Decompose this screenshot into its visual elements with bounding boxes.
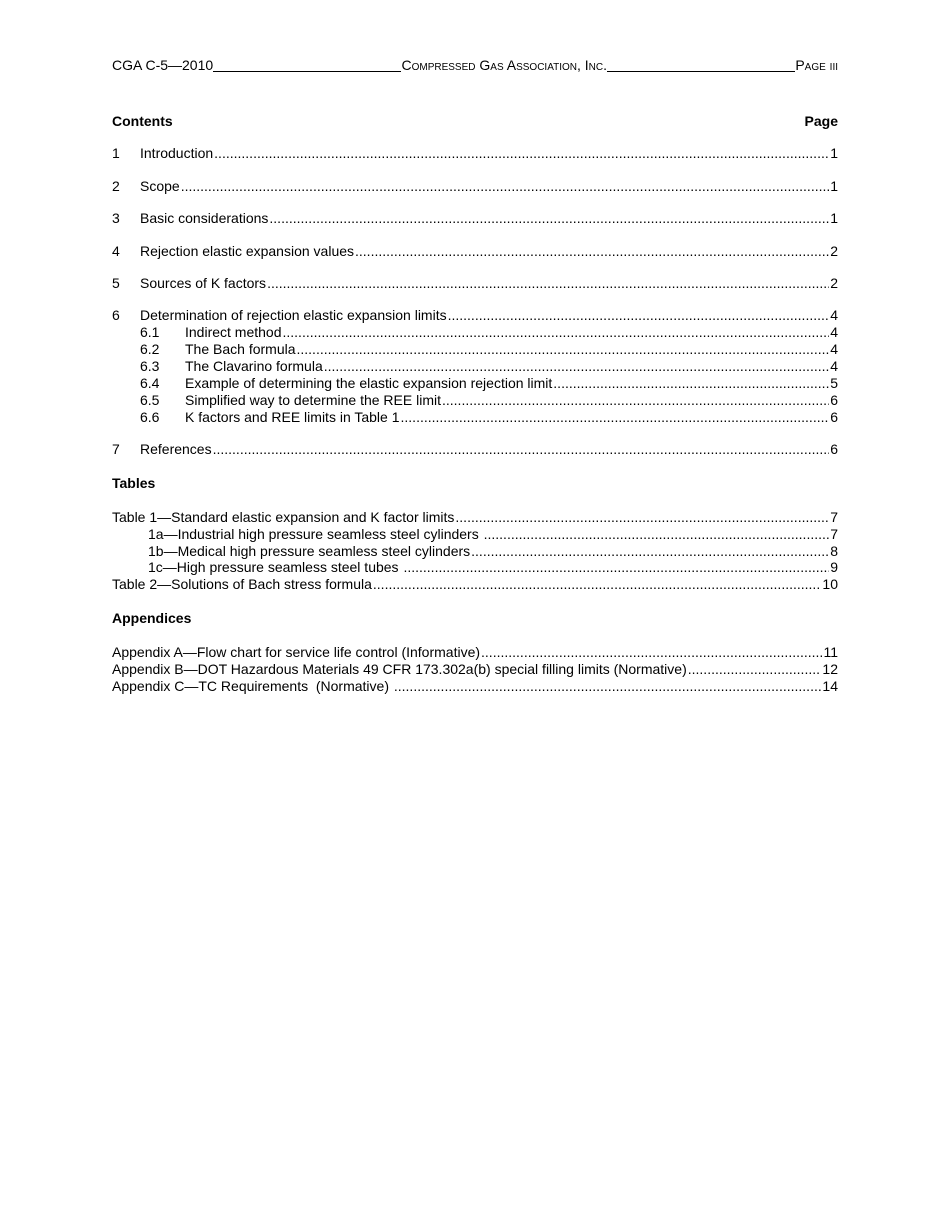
toc-title: References bbox=[140, 441, 212, 457]
toc-page: 1 bbox=[830, 145, 838, 161]
toc-page: 6 bbox=[830, 392, 838, 408]
toc-title: Basic considerations bbox=[140, 210, 269, 226]
toc-page: 8 bbox=[830, 543, 838, 559]
dot-leader bbox=[401, 409, 830, 426]
toc-title: Rejection elastic expansion values bbox=[140, 243, 355, 259]
toc-page: 2 bbox=[830, 243, 838, 259]
toc-title: 1c—High pressure seamless steel tubes bbox=[148, 559, 403, 575]
toc-number: 6.2 bbox=[140, 341, 160, 357]
toc-page: 9 bbox=[830, 559, 838, 575]
toc-page: 4 bbox=[830, 324, 838, 340]
toc-table-entry[interactable] bbox=[112, 559, 838, 576]
toc-subentry[interactable] bbox=[112, 375, 838, 392]
toc-number: 6.3 bbox=[140, 358, 160, 374]
toc-entry[interactable] bbox=[112, 145, 838, 162]
toc-page: 7 bbox=[830, 526, 838, 542]
toc-number: 6.6 bbox=[140, 409, 160, 425]
dot-leader bbox=[394, 678, 822, 695]
contents-heading-row bbox=[112, 113, 838, 129]
toc-title: Introduction bbox=[140, 145, 214, 161]
dot-leader bbox=[283, 324, 830, 341]
toc-page: 4 bbox=[830, 341, 838, 357]
toc-title: 1a—Industrial high pressure seamless steel cylinders bbox=[148, 526, 483, 542]
toc-page: 1 bbox=[830, 210, 838, 226]
dot-leader bbox=[267, 275, 829, 292]
toc-entry[interactable] bbox=[112, 441, 838, 458]
toc-table-entry[interactable] bbox=[112, 543, 838, 560]
page-column-label: Page bbox=[804, 113, 838, 129]
toc-title: Simplified way to determine the REE limit bbox=[185, 392, 441, 408]
toc-appendix-entry[interactable] bbox=[112, 678, 838, 695]
toc-number: 2 bbox=[112, 178, 120, 194]
toc-page: 11 bbox=[823, 644, 838, 660]
dot-leader bbox=[471, 543, 829, 560]
toc-page: 4 bbox=[830, 358, 838, 374]
toc-page: 4 bbox=[830, 307, 838, 323]
dot-leader bbox=[455, 509, 829, 526]
toc-title: The Bach formula bbox=[185, 341, 296, 357]
toc-title: Indirect method bbox=[185, 324, 282, 340]
toc-title: Appendix C—TC Requirements (Normative) bbox=[112, 678, 393, 694]
dot-leader bbox=[213, 441, 830, 458]
toc-table-entry[interactable] bbox=[112, 576, 838, 593]
toc-subentry[interactable] bbox=[112, 358, 838, 375]
toc-subentry[interactable] bbox=[112, 392, 838, 409]
toc-number: 6.1 bbox=[140, 324, 160, 340]
toc-appendix-entry[interactable] bbox=[112, 644, 838, 661]
toc-table-entry[interactable] bbox=[112, 526, 838, 543]
toc-entry[interactable] bbox=[112, 210, 838, 227]
toc-title: Table 1—Standard elastic expansion and K factor limits bbox=[112, 509, 455, 525]
toc-title: K factors and REE limits in Table 1 bbox=[185, 409, 400, 425]
header-rule bbox=[213, 71, 401, 72]
toc-number: 7 bbox=[112, 441, 120, 457]
header-organization: Compressed Gas Association, Inc. bbox=[401, 57, 608, 73]
toc-title: 1b—Medical high pressure seamless steel cylinders bbox=[148, 543, 471, 559]
dot-leader bbox=[448, 307, 830, 324]
contents-title: Contents bbox=[112, 113, 173, 129]
toc-page: 14 bbox=[822, 678, 838, 694]
toc-title: Determination of rejection elastic expansion limits bbox=[140, 307, 447, 323]
dot-leader bbox=[481, 644, 822, 661]
toc-title: Sources of K factors bbox=[140, 275, 267, 291]
toc-title: Appendix A—Flow chart for service life control (Informative) bbox=[112, 644, 481, 660]
toc-page: 1 bbox=[830, 178, 838, 194]
dot-leader bbox=[214, 145, 829, 162]
toc-page: 5 bbox=[830, 375, 838, 391]
appendices-heading: Appendices bbox=[112, 610, 192, 626]
header-page-number: Page iii bbox=[795, 57, 839, 73]
toc-number: 1 bbox=[112, 145, 120, 161]
dot-leader bbox=[181, 178, 830, 195]
dot-leader bbox=[297, 341, 830, 358]
dot-leader bbox=[442, 392, 829, 409]
toc-page: 6 bbox=[830, 441, 838, 457]
header-document-id: CGA C-5—2010 bbox=[112, 57, 214, 73]
running-header bbox=[112, 57, 838, 73]
header-rule bbox=[607, 71, 795, 72]
toc-subentry[interactable] bbox=[112, 409, 838, 426]
dot-leader bbox=[484, 526, 830, 543]
toc-number: 4 bbox=[112, 243, 120, 259]
toc-title: Example of determining the elastic expansion rejection limit bbox=[185, 375, 553, 391]
toc-title: Scope bbox=[140, 178, 180, 194]
toc-page: 6 bbox=[830, 409, 838, 425]
toc-number: 3 bbox=[112, 210, 120, 226]
toc-appendix-entry[interactable] bbox=[112, 661, 838, 678]
dot-leader bbox=[553, 375, 829, 392]
tables-heading: Tables bbox=[112, 475, 156, 491]
toc-title: Appendix B—DOT Hazardous Materials 49 CFR 173.302a(b) special filling limits (Normative) bbox=[112, 661, 687, 677]
toc-title: Table 2—Solutions of Bach stress formula bbox=[112, 576, 372, 592]
toc-title: The Clavarino formula bbox=[185, 358, 323, 374]
toc-page: 12 bbox=[822, 661, 838, 677]
toc-number: 6.4 bbox=[140, 375, 160, 391]
toc-page: 2 bbox=[830, 275, 838, 291]
dot-leader bbox=[355, 243, 829, 260]
dot-leader bbox=[324, 358, 829, 375]
toc-entry[interactable] bbox=[112, 178, 838, 195]
dot-leader bbox=[688, 661, 822, 678]
dot-leader bbox=[373, 576, 822, 593]
dot-leader bbox=[403, 559, 829, 576]
toc-entry[interactable] bbox=[112, 243, 838, 260]
toc-number: 6 bbox=[112, 307, 120, 323]
toc-page: 10 bbox=[822, 576, 838, 592]
toc-subentry[interactable] bbox=[112, 324, 838, 341]
dot-leader bbox=[269, 210, 829, 227]
toc-entry[interactable] bbox=[112, 307, 838, 324]
toc-subentry[interactable] bbox=[112, 341, 838, 358]
toc-number: 5 bbox=[112, 275, 120, 291]
toc-page: 7 bbox=[830, 509, 838, 525]
toc-number: 6.5 bbox=[140, 392, 160, 408]
toc-entry[interactable] bbox=[112, 275, 838, 292]
toc-table-entry[interactable] bbox=[112, 509, 838, 526]
